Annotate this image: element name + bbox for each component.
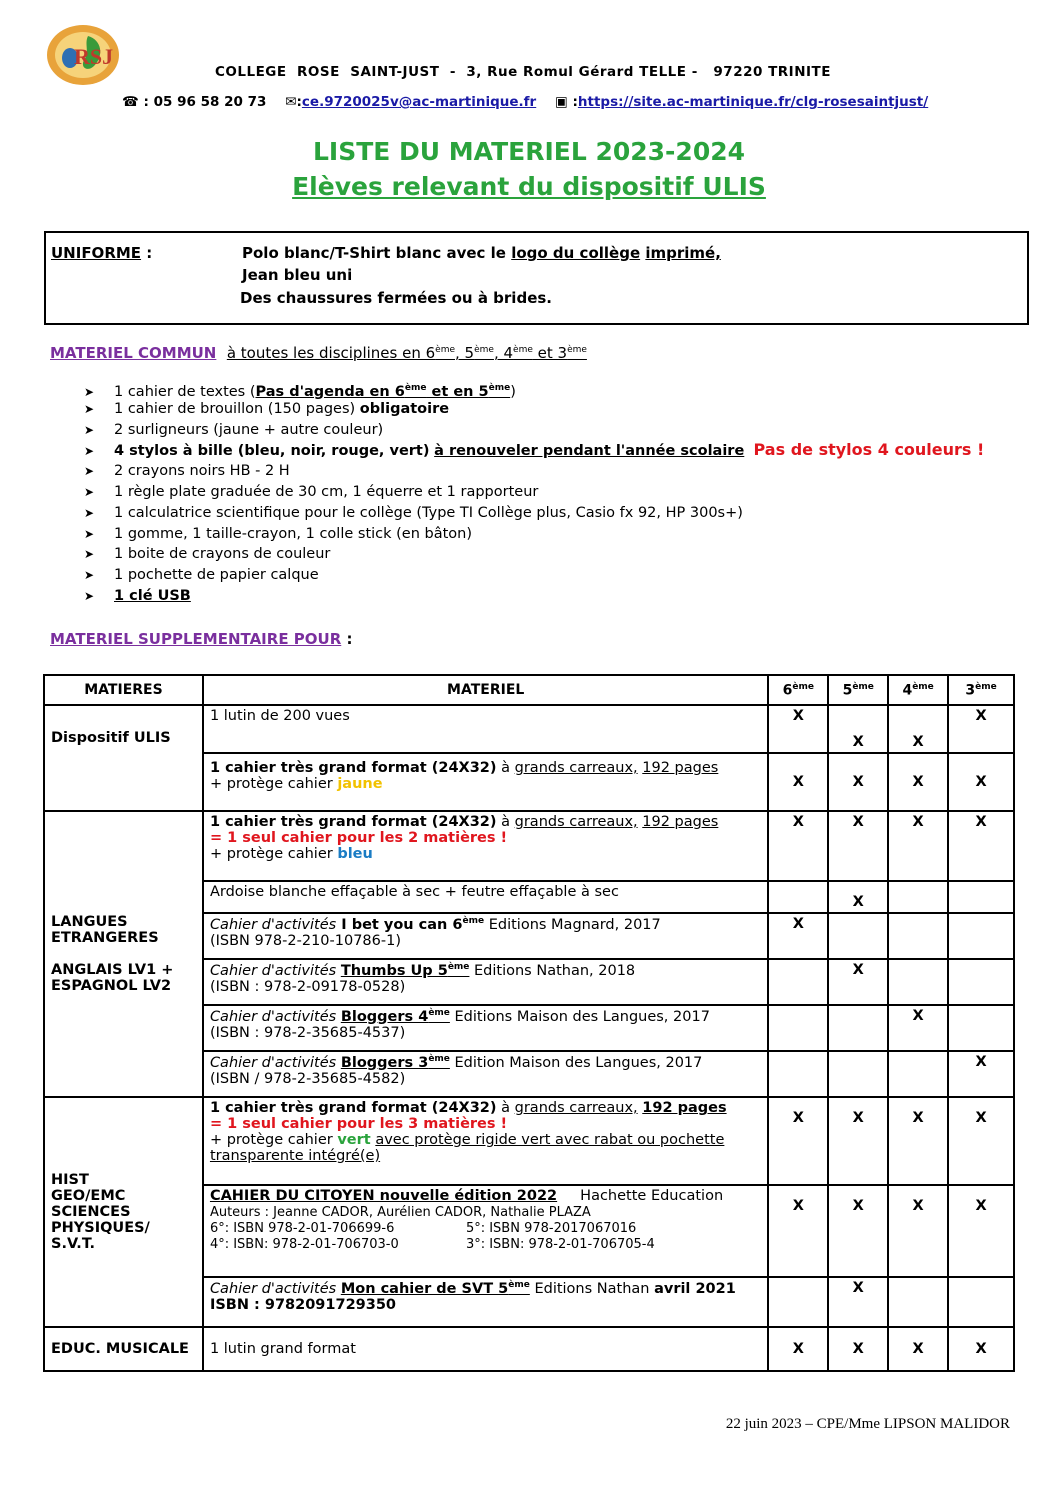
mark-4: X [888, 753, 948, 811]
mark-6: X [768, 705, 828, 753]
material-cell: 1 lutin de 200 vues [203, 705, 768, 753]
list-item: ➤ 2 crayons noirs HB - 2 H [84, 461, 984, 482]
arrow-icon: ➤ [84, 568, 95, 583]
list-item: ➤ 1 cahier de brouillon (150 pages) obligatoire [84, 399, 984, 420]
mark-6: X [768, 1327, 828, 1371]
uniform-line-2: Jean bleu uni [242, 266, 353, 284]
col-6eme: 6ème [768, 675, 828, 705]
mark-6: X [768, 753, 828, 811]
list-item: ➤ 1 règle plate graduée de 30 cm, 1 équerre et 1 rapporteur [84, 482, 984, 503]
mark-3: X [948, 1097, 1014, 1185]
mark-3: X [948, 1051, 1014, 1097]
material-cell: Ardoise blanche effaçable à sec + feutre effaçable à sec [203, 881, 768, 913]
arrow-icon: ➤ [84, 505, 95, 520]
empty-mark-cell [948, 1005, 1014, 1051]
material-cell: Cahier d'activités Bloggers 4ème Editions Maison des Langues, 2017 (ISBN : 978-2-35685-4537) [203, 1005, 768, 1051]
list-item: ➤ 1 pochette de papier calque [84, 565, 984, 586]
col-3eme: 3ème [948, 675, 1014, 705]
mark-3: X [948, 811, 1014, 881]
arrow-icon: ➤ [84, 588, 95, 603]
table-row [44, 705, 1014, 753]
mark-5: X [828, 705, 888, 753]
mark-4: X [888, 1327, 948, 1371]
mark-6: X [768, 811, 828, 881]
col-4eme: 4ème [888, 675, 948, 705]
mark-6: X [768, 913, 828, 959]
email-icon: ✉ [285, 94, 297, 110]
empty-mark-cell [828, 1051, 888, 1097]
arrow-icon: ➤ [84, 547, 95, 562]
mark-5: X [828, 1327, 888, 1371]
uniform-label: UNIFORME : [51, 244, 153, 262]
subject-langues: LANGUES ETRANGERES ANGLAIS LV1 + ESPAGNOL LV2 [44, 811, 203, 1097]
table-row [44, 1097, 1014, 1185]
computer-icon: ▣ [555, 94, 568, 110]
arrow-icon: ➤ [84, 422, 95, 437]
empty-mark-cell [888, 1051, 948, 1097]
mark-5: X [828, 753, 888, 811]
list-item: ➤ 2 surligneurs (jaune + autre couleur) [84, 420, 984, 441]
table-row [44, 811, 1014, 881]
mark-6: X [768, 1185, 828, 1277]
material-cell: Cahier d'activités Bloggers 3ème Edition Maison des Langues, 2017 (ISBN / 978-2-35685-4582) [203, 1051, 768, 1097]
material-cell: 1 lutin grand format [203, 1327, 768, 1371]
email-link[interactable]: ce.9720025v@ac-martinique.fr [301, 94, 537, 110]
list-item: ➤ 1 boite de crayons de couleur [84, 544, 984, 565]
page-subtitle: Elèves relevant du dispositif ULIS [292, 172, 766, 201]
uniform-line-1: Polo blanc/T-Shirt blanc avec le logo du collège imprimé, [242, 244, 721, 262]
page-title: LISTE DU MATERIEL 2023-2024 [312, 137, 746, 166]
mark-3: X [948, 705, 1014, 753]
empty-mark-cell [768, 1051, 828, 1097]
uniform-box [44, 231, 1029, 325]
extra-heading: MATERIEL SUPPLEMENTAIRE POUR : [50, 630, 353, 648]
mark-5: X [828, 811, 888, 881]
material-cell: CAHIER DU CITOYEN nouvelle édition 2022 Hachette Education Auteurs : Jeanne CADOR, Aurélien CADOR, Nathalie PLAZA 6°: ISBN 978-2-01-706699-6 5°: ISBN 978-2017067016 4°: ISBN: 978-2-01-706703-0 3°: ISBN: 978-2-01-706705-4 [203, 1185, 768, 1277]
phone-number: 05 96 58 20 73 [153, 94, 267, 110]
mark-6: X [768, 1097, 828, 1185]
arrow-icon: ➤ [84, 526, 95, 541]
table-header-row [44, 675, 1014, 705]
col-matieres: MATIERES [44, 675, 203, 705]
mark-4: X [888, 1185, 948, 1277]
list-item: ➤ 1 cahier de textes (Pas d'agenda en 6ème et en 5ème) [84, 378, 984, 399]
school-logo [44, 22, 122, 88]
empty-mark-cell [888, 913, 948, 959]
arrow-icon: ➤ [84, 401, 95, 416]
arrow-icon: ➤ [84, 484, 95, 499]
warning-text: Pas de stylos 4 couleurs ! [753, 440, 985, 460]
arrow-icon: ➤ [84, 444, 95, 459]
common-heading: MATERIEL COMMUN à toutes les disciplines en 6ème, 5ème, 4ème et 3ème [50, 344, 587, 362]
common-list [84, 378, 984, 607]
col-materiel: MATERIEL [203, 675, 768, 705]
material-cell: Cahier d'activités I bet you can 6ème Editions Magnard, 2017 (ISBN 978-2-210-10786-1) [203, 913, 768, 959]
mark-5: X [828, 1277, 888, 1327]
list-item: ➤ 4 stylos à bille (bleu, noir, rouge, vert) à renouveler pendant l'année scolaire Pas de stylos 4 couleurs ! [84, 440, 984, 461]
mark-3: X [948, 1327, 1014, 1371]
empty-mark-cell [888, 1277, 948, 1327]
arrow-icon: ➤ [84, 464, 95, 479]
empty-mark-cell [948, 1277, 1014, 1327]
mark-5: X [828, 1097, 888, 1185]
material-table [43, 674, 1015, 1372]
school-address: COLLEGE ROSE SAINT-JUST - 3, Rue Romul Gérard TELLE - 97220 TRINITE [215, 64, 831, 80]
subject-ulis: Dispositif ULIS [44, 705, 203, 811]
mark-4: X [888, 1097, 948, 1185]
uniform-line-3: Des chaussures fermées ou à brides. [240, 289, 552, 307]
empty-mark-cell [888, 959, 948, 1005]
empty-mark-cell [948, 959, 1014, 1005]
empty-mark-cell [768, 881, 828, 913]
svg-text:RSJ: RSJ [74, 44, 114, 69]
empty-mark-cell [768, 1277, 828, 1327]
phone-icon: ☎ [122, 94, 139, 110]
list-item: ➤ 1 calculatrice scientifique pour le collège (Type TI Collège plus, Casio fx 92, HP 300s+) [84, 503, 984, 524]
empty-mark-cell [828, 913, 888, 959]
contact-line: ☎ : 05 96 58 20 73 ✉:ce.9720025v@ac-martinique.fr ▣ :https://site.ac-martinique.fr/clg-rosesaintjust/ [122, 94, 929, 110]
mark-5: X [828, 959, 888, 1005]
material-cell: 1 cahier très grand format (24X32) à grands carreaux, 192 pages = 1 seul cahier pour les 2 matières ! + protège cahier bleu [203, 811, 768, 881]
mark-5: X [828, 881, 888, 913]
empty-mark-cell [828, 1005, 888, 1051]
mark-3: X [948, 753, 1014, 811]
subject-musique: EDUC. MUSICALE [44, 1327, 203, 1371]
empty-mark-cell [768, 1005, 828, 1051]
mark-4: X [888, 811, 948, 881]
empty-mark-cell [768, 959, 828, 1005]
empty-mark-cell [948, 913, 1014, 959]
mark-3: X [948, 1185, 1014, 1277]
material-cell: 1 cahier très grand format (24X32) à grands carreaux, 192 pages + protège cahier jaune [203, 753, 768, 811]
footer-signature: 22 juin 2023 – CPE/Mme LIPSON MALIDOR [725, 1416, 1010, 1432]
empty-mark-cell [948, 881, 1014, 913]
material-cell: 1 cahier très grand format (24X32) à grands carreaux, 192 pages = 1 seul cahier pour les 3 matières ! + protège cahier vert avec protège rigide vert avec rabat ou pochette transparente intégré(e) [203, 1097, 768, 1185]
table-row [44, 1327, 1014, 1371]
arrow-icon: ➤ [84, 384, 95, 399]
website-link[interactable]: https://site.ac-martinique.fr/clg-rosesaintjust/ [577, 94, 929, 110]
material-cell: Cahier d'activités Thumbs Up 5ème Editions Nathan, 2018 (ISBN : 978-2-09178-0528) [203, 959, 768, 1005]
mark-5: X [828, 1185, 888, 1277]
empty-mark-cell [888, 881, 948, 913]
list-item: ➤ 1 gomme, 1 taille-crayon, 1 colle stick (en bâton) [84, 524, 984, 545]
subject-hist-sciences: HIST GEO/EMC SCIENCES PHYSIQUES/ S.V.T. [44, 1097, 203, 1327]
mark-4: X [888, 705, 948, 753]
col-5eme: 5ème [828, 675, 888, 705]
mark-4: X [888, 1005, 948, 1051]
material-cell: Cahier d'activités Mon cahier de SVT 5ème Editions Nathan avril 2021 ISBN : 9782091729350 [203, 1277, 768, 1327]
list-item: ➤ 1 clé USB [84, 586, 984, 607]
